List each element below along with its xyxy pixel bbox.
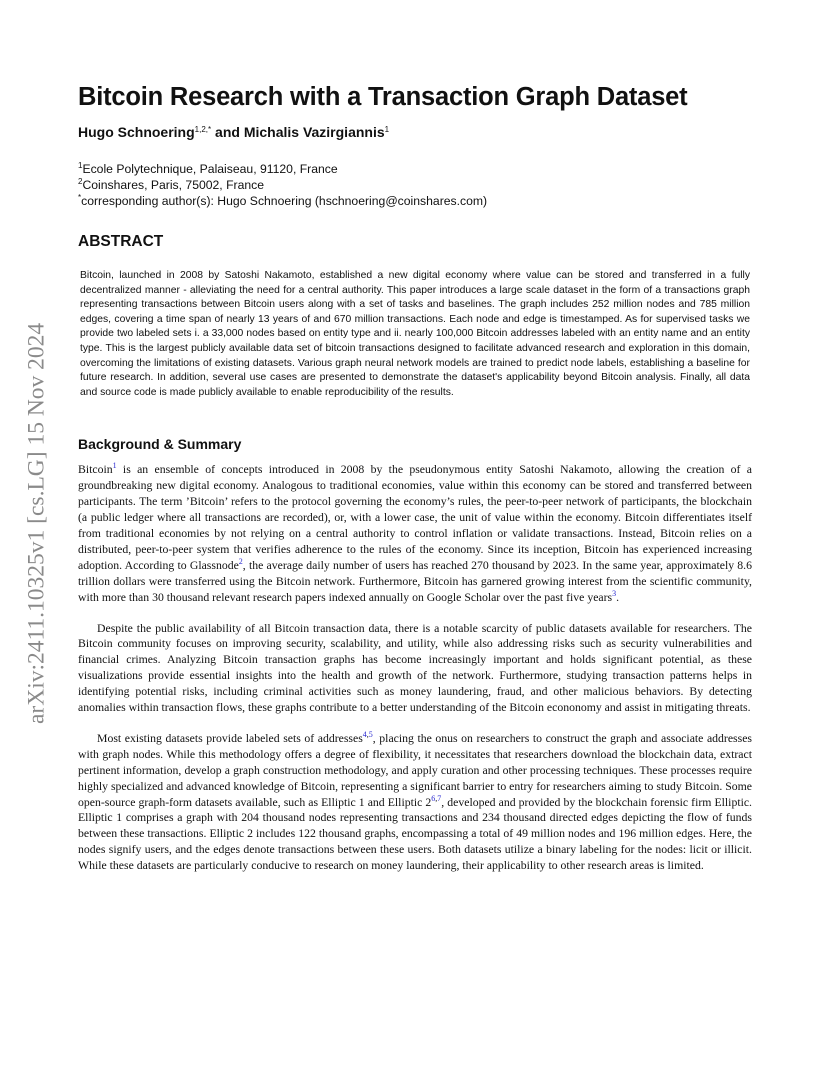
abstract-heading: ABSTRACT [78, 233, 164, 250]
body-paragraph [78, 731, 752, 874]
footnote-link[interactable]: 2 [238, 556, 243, 566]
paragraph-text: is an ensemble of concepts introduced in 2008 by the pseudonymous entity Satoshi Nakamoto, allowing the creation of a groundbreaking new digital economy. Analogous to traditional economies, value within this economy can be stored and transferred between participants. The term ’Bitcoin’ refers to the protocol governing the economy’s rules, the peer-to-peer network of participants, the blockchain (a public ledger where all transactions are recorded), or, with a lower case, the unit of value within the economy. Bitcoin differentiates itself from traditional economies by not relying on a central authority to control inflation or validate transactions. Instead, Bitcoin relies on a distributed, peer-to-peer system that verifies adherence to the rules of the economy. Since its inception, Bitcoin has experienced increasing adoption. According to Glassnode [78, 463, 752, 572]
author-name: Hugo Schnoering [78, 124, 195, 140]
body-paragraph [78, 462, 752, 605]
paper-title: Bitcoin Research with a Transaction Graph Dataset [78, 83, 688, 111]
affiliation-list [78, 161, 752, 209]
author-conjunction: and [211, 124, 244, 140]
citation-link[interactable]: 4 [362, 729, 367, 739]
author-name: Michalis Vazirgiannis [243, 124, 385, 140]
author-affiliation-mark: 1 [384, 125, 390, 134]
citation-separator: , [366, 729, 369, 739]
citation-separator: , [435, 793, 438, 803]
affiliation-mark: * [78, 193, 82, 202]
affiliation-item [78, 193, 752, 209]
affiliation-text: corresponding author(s): Hugo Schnoering (hschnoering@coinshares.com) [81, 194, 488, 208]
paper-page [78, 80, 752, 874]
affiliation-item [78, 177, 752, 193]
paragraph-text: , placing the onus on researchers to construct the graph and associate addresses with graph nodes. While this methodology offers a degree of flexibility, it necessitates that researchers download the blockchain data, extract pertinent information, develop a graph construction methodology, and apply curation and other processing techniques. These processes require highly specialized and advanced knowledge of Bitcoin, representing a significant barrier to entry for researchers aiming to study Bitcoin. Some open-source graph-form datasets available, such as Elliptic 1 and Elliptic 2 [78, 731, 752, 809]
author-line [78, 124, 752, 140]
affiliation-item [78, 161, 752, 177]
paragraph-text: . [616, 590, 620, 604]
paragraph-text: Bitcoin [78, 463, 113, 477]
affiliation-mark: 1 [78, 161, 83, 170]
affiliation-text: Coinshares, Paris, 75002, France [82, 178, 265, 192]
citation-link[interactable]: 7 [437, 793, 442, 803]
citation-link[interactable]: 1 [112, 461, 117, 471]
citation-link[interactable]: 5 [368, 729, 373, 739]
affiliation-mark: 2 [78, 177, 83, 186]
arxiv-identifier: arXiv:2411.10325v1 [cs.LG] 15 Nov 2024 [23, 322, 50, 724]
body-paragraph: Despite the public availability of all Bitcoin transaction data, there is a notable scarcity of public datasets available for researchers. The Bitcoin community focuses on improving security, scalability, and utility, while also addressing risks such as security vulnerabilities and financial crimes. Analyzing Bitcoin transaction graphs has become increasingly important and holds significant potential, as these visualizations provide essential insights into the health and growth of the network. Furthermore, studying transaction patterns helps in identifying potential risks, including criminal activities such as money laundering, fraud, and other malicious behaviors. By detecting anomalies within transaction flows, these graphs contribute to a better understanding of the Bitcoin econonomy and assist in mitigating threats. [78, 621, 752, 715]
footnote-link[interactable]: 3 [612, 588, 617, 598]
affiliation-text: Ecole Polytechnique, Palaiseau, 91120, France [82, 162, 338, 176]
author-affiliation-mark: 1,2,* [194, 125, 212, 134]
paragraph-text: , the average daily number of users has reached 270 thousand by 2023. In the same year, approximately 8.6 trillion dollars were transferred using the Bitcoin network. Furthermore, Bitcoin has garnered growing interest from the scientific community, with more than 30 thousand relevant research papers indexed annually on Google Scholar over the past five years [78, 558, 752, 604]
citation-link[interactable]: 6 [431, 793, 436, 803]
paragraph-text: Most existing datasets provide labeled sets of addresses [97, 731, 363, 745]
paragraph-text: , developed and provided by the blockchain forensic firm Elliptic. Elliptic 1 comprises a graph with 204 thousand nodes representing transactions and 234 thousand directed edges depicting the flow of funds between these transactions. Elliptic 2 includes 122 thousand graphs, encompassing a total of 49 million nodes and 196 million edges. Here, the nodes signify users, and the edges denote transactions between these users. Both datasets utilize a binary labeling for the nodes: licit or illicit. While these datasets are particularly conducive to research on money laundering, their applicability to other research areas is limited. [78, 795, 752, 873]
section-heading: Background & Summary [78, 436, 242, 453]
abstract-text: Bitcoin, launched in 2008 by Satoshi Nakamoto, established a new digital economy where value can be stored and transferred in a fully decentralized manner - alleviating the need for a central authority. This paper introduces a large scale dataset in the form of a transactions graph representing transactions between Bitcoin users along with a set of tasks and baselines. The graph includes 252 million nodes and 785 million edges, covering a time span of nearly 13 years of and 670 million transactions. Each node and edge is timestamped. As for supervised tasks we provide two labeled sets i. a 33,000 nodes based on entity type and ii. nearly 100,000 Bitcoin addresses labeled with an entity name and an entity type. This is the largest publicly available data set of bitcoin transactions designed to facilitate advanced research and exploration in this domain, overcoming the limitations of existing datasets. Various graph neural network models are trained to predict node labels, establishing a baseline for future research. In addition, several use cases are presented to demonstrate the dataset's applicability beyond Bitcoin analysis. Finally, all data and source code is made publicly available to enable reproducibility of the results. [80, 270, 750, 398]
